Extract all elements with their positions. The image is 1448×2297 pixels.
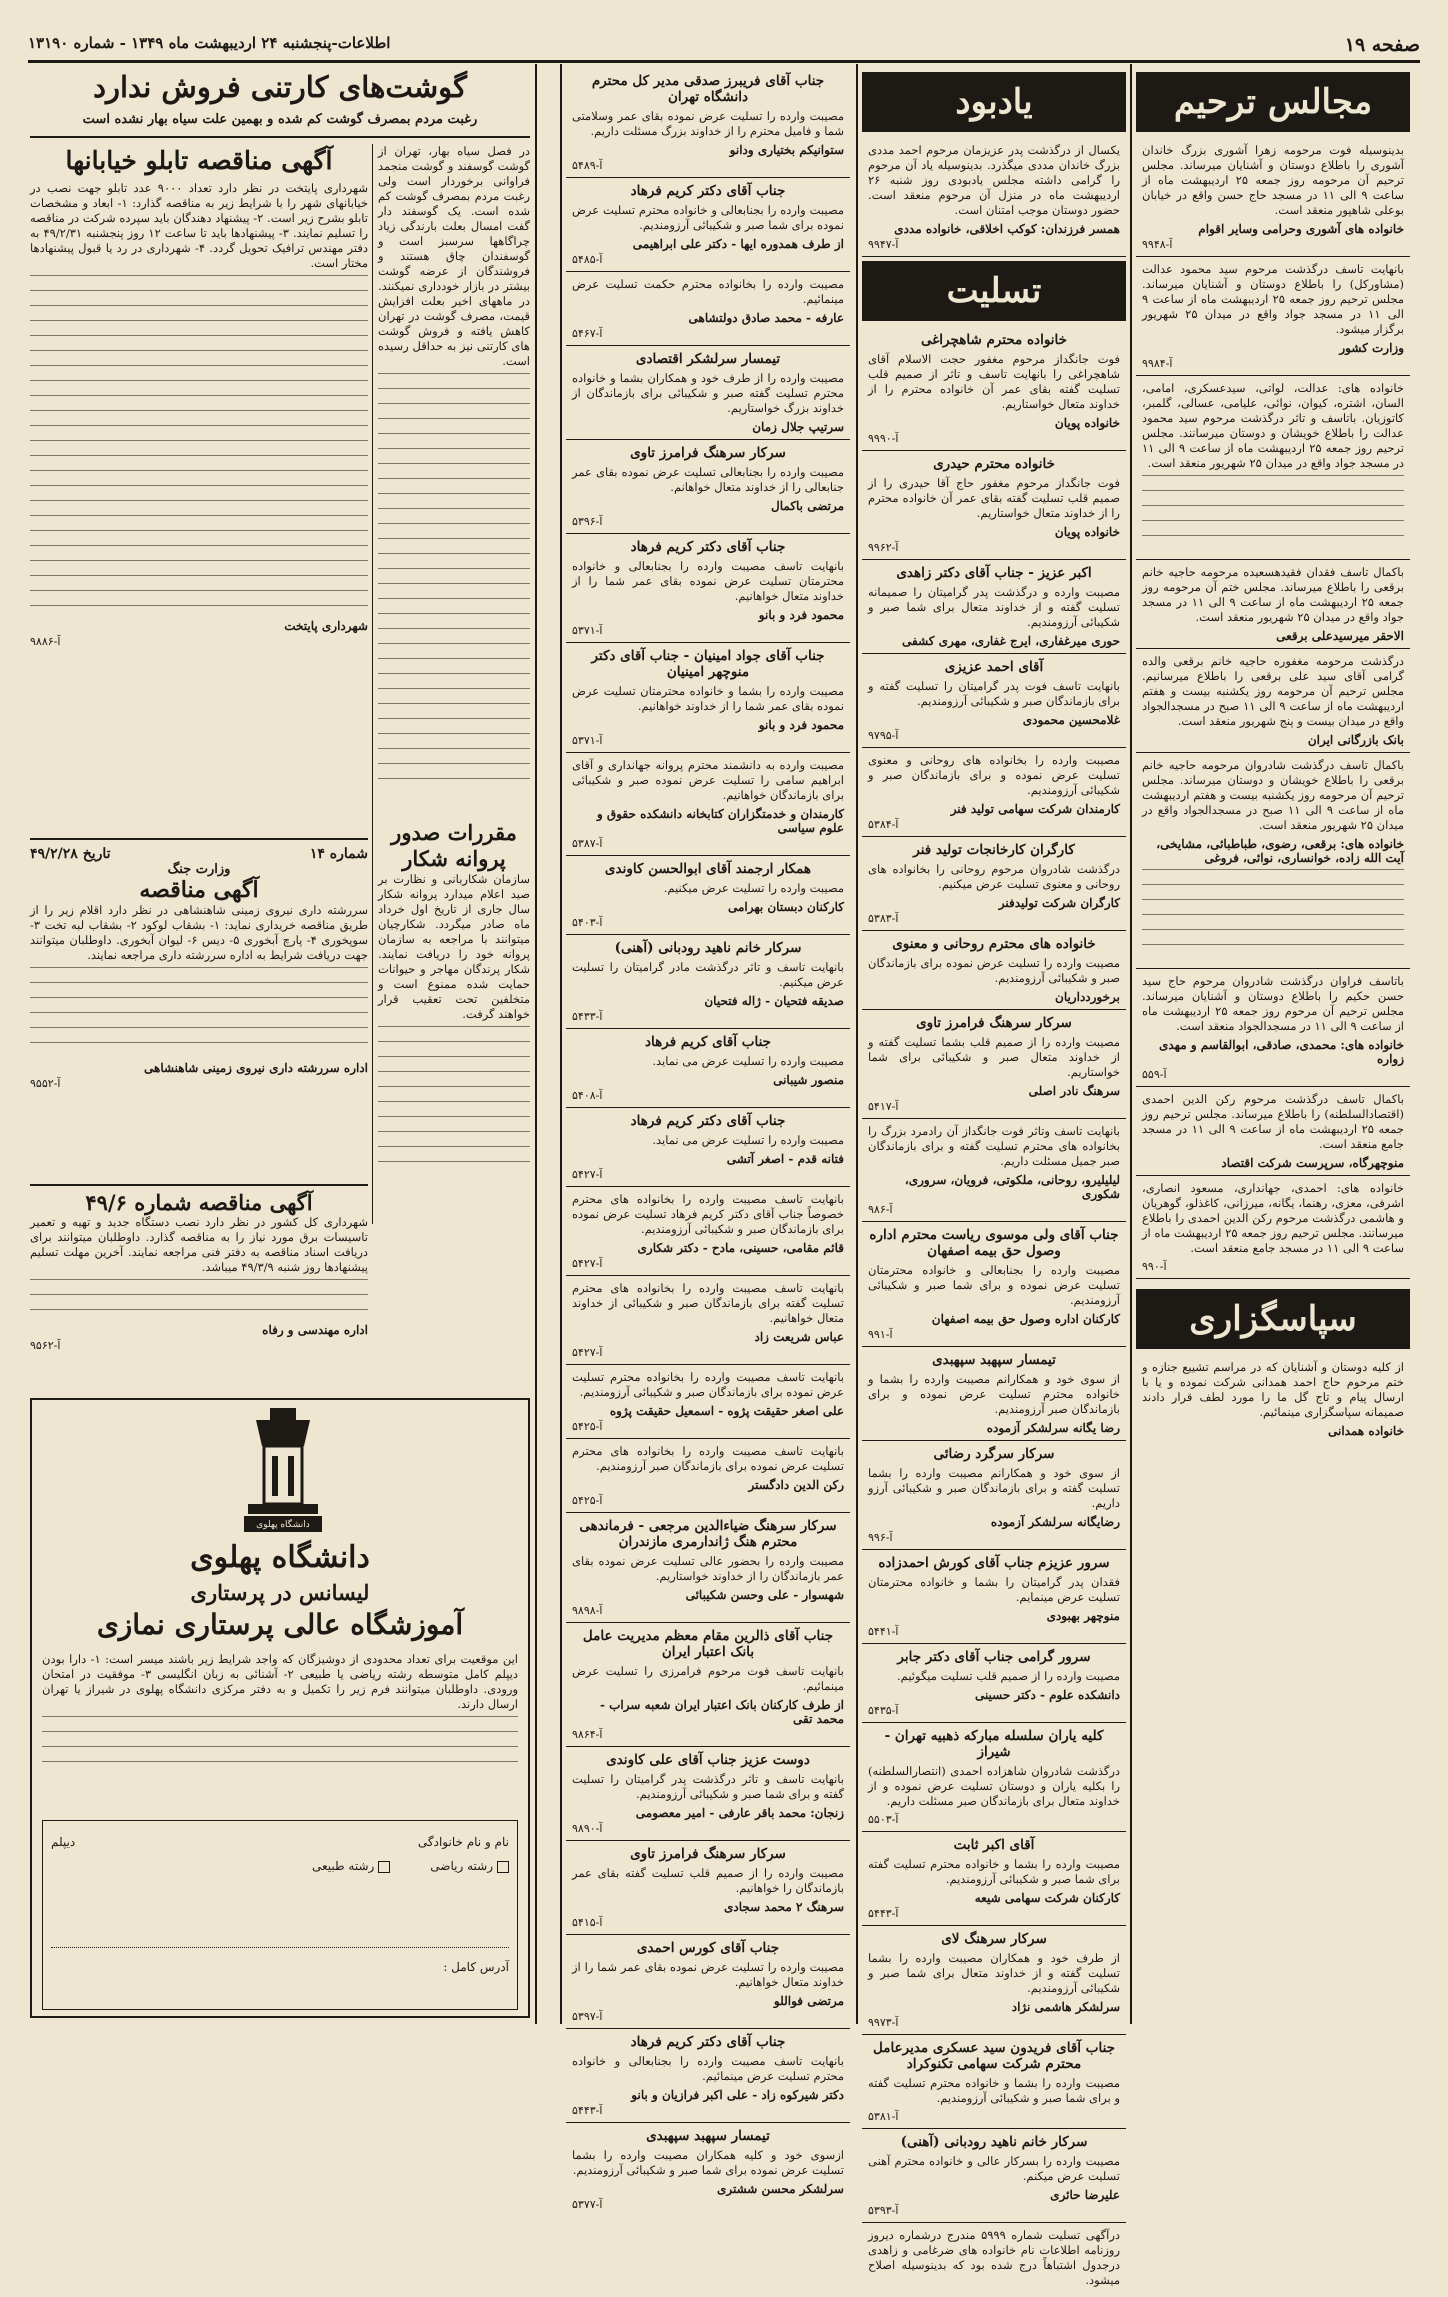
condolence-item: جناب آقای فریبرز صدقی مدیر کل محترم دانشگاه تهران مصیبت وارده را تسلیت عرض نموده بقای عمر وسلامتی شما و فامیل محترم را از خداوند بزرگ مسئلت داریم. ستوانیکم بختیاری ودانو آ-۵۴۸۹	[566, 68, 850, 178]
column-news-ads	[30, 64, 530, 2024]
condolence-item: سرکار خانم ناهید رودبانی (آهنی) بانهایت تاسف و تاثر درگذشت مادر گرامیتان را تسلیت عرض میکنیم. صدیقه فتحیان - ژاله فتحیان آ-۵۴۳۳	[566, 935, 850, 1029]
section-rule	[30, 136, 530, 138]
name-field-label: نام و نام خانوادگی	[417, 1835, 509, 1849]
condolence-item: کارگران کارخانجات تولید فنر درگذشت شادروان مرحوم روحانی را بخانواده های روحانی و معنوی تسلیت عرض میکنیم. کارگران شرکت تولیدفنر آ-۵۳۸۳	[862, 837, 1126, 931]
university-logo: دانشگاه پهلوی	[244, 1406, 322, 1536]
page-number: صفحه ۱۹	[1344, 34, 1420, 56]
condolence-item: سرکار سرهنگ فرامرز تاوی مصیبت وارده را از صمیم قلب تسلیت گفته بقای عمر بازماندگان را خواهانیم. سرهنگ ۲ محمد سجادی آ-۵۴۱۵	[566, 1841, 850, 1935]
tender-date: تاریخ ۴۹/۲/۲۸	[30, 846, 111, 862]
text-lines	[30, 1279, 368, 1319]
pahlavi-university-ad	[30, 1398, 530, 2018]
text-lines	[30, 967, 368, 1057]
form-divider	[51, 1947, 509, 1948]
text-lines	[1142, 475, 1404, 550]
meat-article: در فصل سیاه بهار، تهران از گوشت گوسفند و گوشت منجمد فراوانی برخوردار است ولی رغبت مردم بمصرف گوشت کم شده است. یک گوسفند دار گفت امسال بعلت بارندگی زیاد چراگاهها سرسبز است و گوسفندان چاق هستند و فروشندگان از عرضه گوشت بیشتر در بازار خودداری نمیکنند. در ماههای اخیر بعلت افزایش قیمت، مصرف گوشت در تهران کاهش یافته و فروش گوشت های کارتنی نیز به حداقل رسیده است.	[378, 144, 530, 814]
issue-line: اطلاعات-پنجشنبه ۲۴ اردیبهشت ماه ۱۳۴۹ - شماره ۱۳۱۹۰	[28, 34, 391, 52]
column-condolence-messages	[566, 68, 850, 2211]
address-label: آدرس کامل :	[443, 1960, 509, 1974]
column-rule	[560, 64, 562, 2024]
section-rule	[30, 1184, 368, 1186]
condolence-item: جناب آقای دکتر کریم فرهاد بانهایت تاسف مصیبت وارده را بجنابعالی و خانواده محترمتان تسلیت عرض نموده بقای عمر شما را از خداوند متعال خواهانیم. محمود فرد و بانو آ-۵۳۷۱	[566, 534, 850, 643]
column-rule	[856, 64, 858, 2024]
obituary-item: باکمال تاسف فقدان فقیدهسعیده مرحومه حاجیه خانم برقعی را باطلاع میرساند. مجلس ختم آن مرحومه روز جمعه ۲۵ اردیبهشت ماه از ساعت ۹ الی ۱۱ در مسجد جواد واقع در میدان ۲۵ شهریور منعقد است. الاحقر میرسیدعلی برقعی	[1136, 560, 1410, 649]
ministry-name: وزارت جنگ	[167, 862, 231, 877]
column-rule	[1130, 64, 1132, 2024]
condolence-item: آقای اکبر ثابت مصیبت وارده را بشما و خانواده محترم تسلیت گفته برای شما صبر و شکیبائی آرزومندیم. کارکنان شرکت سهامی شیعه آ-۵۴۴۳	[862, 1832, 1126, 1926]
column-memorial-condolence	[862, 68, 1126, 2287]
condolence-item: سرکار سرهنگ فرامرز تاوی مصیبت وارده را از صمیم قلب بشما تسلیت گفته و از خداوند متعال صبر و شکیبائی برای شما خواستاریم. سرهنگ نادر اصلی آ-۵۴۱۷	[862, 1010, 1126, 1119]
condolence-item: جناب آقای فریدون سید عسکری مدیرعامل محترم شرکت سهامی تکنوکراد مصیبت وارده را بشما و خانواده محترم تسلیت گفته و برای شما صبر و شکیبائی آرزومندیم. آ-۵۳۸۱	[862, 2035, 1126, 2129]
hunting-license-article: مقررات صدور پروانه شکار سازمان شکاربانی و نظارت بر صید اعلام میدارد پروانه شکار سال جاری از تاریخ اول خرداد ماه صادر میگردد. شکارچیان میتوانند با مراجعه به سازمان پروانه خود را دریافت نمایند. شکار پرندگان مهاجر و حیوانات حمایت شده ممنوع است و متخلفین تحت تعقیب قرار خواهند گرفت.	[378, 820, 530, 1220]
obituary-item: بدینوسیله فوت مرحومه زهرا آشوری بزرگ خاندان آشوری را باطلاع دوستان و آشنایان میرساند. مجلس ترحیم آن مرحومه روز جمعه ۲۵ اردیبهشت ماه از ساعت ۹ الی ۱۱ در مسجد حاج حسن واقع در خیابان بوعلی شاهپور منعقد است. خانواده های آشوری وحرامی وسایر اقوام آ-۹۹۴۸	[1136, 138, 1410, 257]
header-rule	[28, 60, 1420, 63]
condolence-item: سرکار سرهنگ ضیاءالدین مرجعی - فرماندهی محترم هنگ ژاندارمری مازندران مصیبت وارده را بحضور عالی تسلیت عرض نموده بقای عمر بازماندگان را از خداوند خواستاریم. شهسوار - علی وحسن شکیبائی آ-۹۸۹۸	[566, 1513, 850, 1623]
condolence-item: مصیبت وارده را بخانواده محترم حکمت تسلیت عرض مینمائیم. عارفه - محمد صادق دولتشاهی آ-۵۴۶۷	[566, 272, 850, 346]
university-name: دانشگاه پهلوی	[190, 1540, 370, 1575]
text-lines	[1142, 869, 1404, 959]
condolence-item: جناب آقای ذالرین مقام معظم مدیریت عامل بانک اعتبار ایران بانهایت تاسف فوت مرحوم فرامرزی را تسلیت عرض مینمائیم. از طرف کارکنان بانک اعتبار ایران شعبه سراب - محمد تقی آ-۹۸۶۴	[566, 1623, 850, 1747]
column-rule	[372, 144, 373, 1224]
memorial-item: یکسال از درگذشت پدر عزیزمان مرحوم احمد مددی بزرگ خاندان مددی میگذرد. بدینوسیله یاد آن مرحوم را گرامی داشته مجلس یادبودی روز شنبه ۲۶ اردیبهشت ماه در منزل آن مرحوم منعقد است. حضور دوستان موجب امتنان است. همسر فرزندان: کوکب اخلاقی، خانواده مددی آ-۹۹۴۷	[862, 138, 1126, 257]
obituary-item: باتاسف فراوان درگذشت شادروان مرحوم حاج سید حسن حکیم را باطلاع دوستان و آشنایان میرساند. مجلس ترحیم آن مرحوم روز جمعه ۲۵ اردیبهشت ماه از ساعت ۹ الی ۱۱ در مسجدالجواد منعقد است. خانواده های: محمدی، صادقی، ابوالقاسم و مهدی زواره آ-۵۵۹	[1136, 969, 1410, 1087]
condolence-item: سرکار سرهنگ فرامرز تاوی مصیبت وارده را بجنابعالی تسلیت عرض نموده بقای عمر جنابعالی را از خداوند متعال خواهانم. مرتضی باکمال آ-۵۳۹۶	[566, 440, 850, 534]
condolence-item: جناب آقای کورس احمدی مصیبت وارده را تسلیت عرض نموده بقای عمر شما را از خداوند متعال خواهانیم. مرتضی فواللو آ-۵۳۹۷	[566, 1935, 850, 2029]
text-lines	[378, 373, 530, 793]
math-option[interactable]: رشته ریاضی	[430, 1859, 509, 1873]
memorial-banner: یادبود	[862, 72, 1126, 132]
condolence-item: سرکار سرگرد رضائی از سوی خود و همکارانم مصیبت وارده را بشما تسلیت گفته و برای بازماندگان صبر و شکیبائی آرزو داریم. رضایگانه سرلشکر آزموده آ-۹۹۶	[862, 1441, 1126, 1550]
street-sign-tender: آگهی مناقصه تابلو خیابانها شهرداری پایتخت در نظر دارد تعداد ۹۰۰۰ عدد تابلو جهت نصب در خیابانهای شهر را با شرایط زیر به مناقصه گذارد: ۱- ابعاد و مشخصات تابلو بشرح زیر است. ۲- پیشنهاد دهندگان باید سپرده شرکت در مناقصه را تسلیم نمایند. ۳- پیشنهادها باید تا ساعت ۱۲ روز پنجشنبه ۴۹/۲/۳۱ به دفتر مهندس ترافیک تحویل گردد. ۴- شهرداری در رد یا قبول پیشنهادها مختار است. شهرداری پایتخت آ-۹۸۸۶	[30, 146, 369, 648]
condolence-item: خانواده محترم حیدری فوت جانگداز مرحوم مغفور حاج آقا حیدری را از صمیم قلب تسلیت گفته بقای عمر آن خانواده محترم را از خداوند متعال خواستاریم. خانواده پویان آ-۹۹۶۲	[862, 451, 1126, 560]
obituary-item: خانواده های: احمدی، جهانداری، مسعود انصاری، اشرفی، معزی، رهنما، یگانه، میرزانی، کاغذلو، گوهریان و هاشمی درگذشت مرحوم رکن الدین احمدی را باطلاع میرسانند. مجلس ترحیم روز جمعه ۲۵ اردیبهشت ماه از ساعت ۹ الی ۱۱ در مسجد جامع منعقد است. آ-۹۹۰	[1136, 1176, 1410, 1279]
obituary-item: خانواده های: عدالت، لواتی، سیدعسکری، امامی، السان، اشتره، کیوان، نوائی، علیامی، عسالی، گلمبر، کاتوزیان. باتاسف و تاثر درگذشت مرحوم سید محمود عدالت را باطلاع خویشان و دوستان میرسانند. مجلس ترحیم روز جمعه ۲۵ اردیبهشت ماه از ساعت ۹ الی ۱۱ در مسجد جواد واقع در میدان ۲۵ شهریور منعقد است.	[1136, 376, 1410, 560]
article-title: گوشت‌های کارتنی فروش ندارد	[93, 70, 467, 104]
condolence-item: بانهایت تاسف مصیبت وارده را بخانواده های محترم خصوصاً جناب آقای دکتر کریم فرهاد تسلیت عرض نموده برای بازماندگان صبر و شکیبائی آرزومندیم. قائم مقامی، حسینی، مادح - دکتر شکاری آ-۵۴۲۷	[566, 1187, 850, 1276]
math-checkbox[interactable]	[497, 1861, 509, 1873]
column-rule	[535, 64, 537, 2024]
obituary-item: باکمال تاسف درگذشت مرحوم رکن الدین احمدی (اقتصادالسلطنه) را باطلاع میرساند. مجلس ترحیم روز جمعه ۲۵ اردیبهشت ماه از ساعت ۹ الی ۱۱ در مسجد جامع منعقد است. منوچهرگاه، سرپرست شرکت اقتصاد	[1136, 1087, 1410, 1176]
school-name: آموزشگاه عالی پرستاری نمازی	[96, 1608, 464, 1641]
tender-49-6: آگهی مناقصه شماره ۴۹/۶ شهرداری کل کشور در نظر دارد نصب دستگاه جدید و تهیه و تعمیر تاسیسات برق مورد نیاز را به مناقصه گذارد. داوطلبان میتوانند برای دریافت اسناد مناقصه به دفتر فنی مراجعه نمایند. آخرین مهلت تسلیم پیشنهادها روز شنبه ۴۹/۳/۹ میباشد. اداره مهندسی و رفاه آ-۹۵۶۲	[30, 1190, 368, 1352]
diploma-label: دیپلم	[51, 1835, 76, 1849]
obituary-item: درگذشت مرحومه مغفوره حاجیه خانم برقعی والده گرامی آقای سید علی برقعی را باطلاع میرسانیم. مجلس ترحیم آن مرحومه روز یکشنبه بیست و هفتم اردیبهشت ماه از ساعت ۹ الی ۱۱ صبح در مسجدالجواد واقع در میدان بیست و پنج شهریور منعقد است. بانک بازرگانی ایران	[1136, 649, 1410, 753]
article-subtitle: رغبت مردم بمصرف گوشت کم شده و بهمین علت سیاه بهار نشده است	[82, 112, 478, 127]
condolence-item: کلیه یاران سلسله مبارکه ذهبیه تهران - شیراز درگذشت شادروان شاهزاده احمدی (انتصارالسلطنه) را بکلیه یاران و دوستان تسلیت عرض نموده و از خداوند متعال برای بازماندگان صبر مسئلت داریم. آ-۵۵۰۳	[862, 1723, 1126, 1832]
condolence-item: جناب آقای کریم فرهاد مصیبت وارده را تسلیت عرض می نماید. منصور شیبانی آ-۵۴۰۸	[566, 1029, 850, 1108]
condolence-item: جناب آقای ولی موسوی ریاست محترم اداره وصول حق بیمه اصفهان مصیبت وارده را بجنابعالی و خانواده محترمتان تسلیت عرض نموده و برای شما صبر و شکیبائی آرزومندیم. کارکنان اداره وصول حق بیمه اصفهان آ-۹۹۱	[862, 1222, 1126, 1347]
condolence-item: تیمسار سرلشکر اقتصادی مصیبت وارده را از طرف خود و همکاران بشما و خانواده محترم تسلیت گفته صبر و شکیبائی برای بازماندگان از خداوند بزرگ خواستاریم. سرتیپ جلال زمان	[566, 346, 850, 440]
bio-checkbox[interactable]	[378, 1861, 390, 1873]
column-obituaries	[1136, 68, 1410, 2020]
condolence-item: آقای احمد عزیزی بانهایت تاسف فوت پدر گرامیتان را تسلیت گفته و برای بازماندگان صبر و شکیبائی آرزومندیم. غلامحسین محمودی آ-۹۷۹۵	[862, 654, 1126, 748]
running-head	[28, 34, 1420, 58]
section-rule	[30, 838, 368, 840]
tender-number: شماره ۱۴	[309, 846, 368, 862]
thanks-banner: سپاسگزاری	[1136, 1289, 1410, 1349]
condolence-item: تیمسار سپهبد سپهبدی ازسوی خود و کلیه همکاران مصیبت وارده را بشما تسلیت عرض نموده برای شما صبر و شکیبائی آرزومندیم. سرلشکر محسن ششتری آ-۵۳۷۷	[572, 2128, 844, 2211]
condolence-item: جناب آقای جواد امینیان - جناب آقای دکتر منوچهر امینیان مصیبت وارده را بشما و خانواده محترمتان تسلیت عرض نموده بقای عمر شما را از خداوند خواهانیم. محمود فرد و بانو آ-۵۳۷۱	[566, 643, 850, 753]
condolence-item: سرور عزیزم جناب آقای کورش احمدزاده فقدان پدر گرامیتان را بشما و خانواده محترمتان تسلیت عرض مینمایم. منوچهر بهبودی آ-۵۴۴۱	[862, 1550, 1126, 1644]
condolence-item: سرکار سرهنگ لای از طرف خود و همکاران مصیبت وارده را بشما تسلیت گفته و از خداوند متعال برای شما صبر و شکیبائی آرزومندیم. سرلشکر هاشمی نژاد آ-۹۹۷۳	[862, 1926, 1126, 2035]
thanks-item: از کلیه دوستان و آشنایان که در مراسم تشییع جنازه و ختم مرحوم حاج احمد همدانی شرکت نموده و یا با ارسال پیام و تاج گل ما را مورد لطف قرار دادند صمیمانه سپاسگزاری مینمائیم. خانواده همدانی	[1142, 1360, 1404, 1438]
condolence-item: همکار ارجمند آقای ابوالحسن کاوندی مصیبت وارده را تسلیت عرض میکنیم. کارکنان دبستان بهرامی آ-۵۴۰۳	[566, 856, 850, 935]
text-lines	[378, 1026, 530, 1176]
ministry-tender: شماره ۱۴ تاریخ ۴۹/۲/۲۸ وزارت جنگ آگهی مناقصه سررشته داری نیروی زمینی شاهنشاهی در نظر دارد اقلام زیر را از طریق مناقصه خریداری نماید: ۱- بشقاب لوکود ۲- بشقاب لبه تخت ۳- سوپخوری ۴- پارچ آبخوری ۵- دیس ۶- لیوان آبخوری. داوطلبان میتوانند جهت دریافت شرایط به اداره سررشته داری مراجعه نمایند. اداره سررشته داری نیروی زمینی شاهنشاهی آ-۹۵۵۲	[30, 846, 369, 1090]
condolence-item: دوست عزیز جناب آقای علی کاوندی بانهایت تاسف و تاثر درگذشت پدر گرامیتان را تسلیت گفته و برای شما صبر و شکیبائی آرزومندیم. زنجان: محمد باقر عارفی - امیر معصومی آ-۹۸۹۰	[566, 1747, 850, 1841]
obituary-item: بانهایت تاسف درگذشت مرحوم سید محمود عدالت (مشاورکل) را باطلاع دوستان و آشنایان میرساند. مجلس ترحیم روز جمعه ۲۵ اردیبهشت ماه از ساعت ۹ الی ۱۱ در مسجد جواد واقع در میدان ۲۵ شهریور برگزار میشود. وزارت کشور آ-۹۹۸۴	[1136, 257, 1410, 376]
condolence-item: اکبر عزیز - جناب آقای دکتر زاهدی مصیبت وارده و درگذشت پدر گرامیتان را صمیمانه تسلیت گفته و از خداوند متعال برای شما صبر و شکیبائی آرزومندیم. حوری میرغفاری، ایرج غفاری، مهری کشفی	[862, 560, 1126, 654]
condolence-item: بانهایت تاسف وتاثر فوت جانگداز آن رادمرد بزرگ را بخانواده های محترم تسلیت گفته و برای بازماندگان صبر جمیل مسئلت داریم. لیلیلیرو، روحانی، ملکوتی، فرویان، سروری، شکوری آ-۹۸۶	[862, 1119, 1126, 1222]
condolence-item: بانهایت تاسف مصیبت وارده را بخانواده محترم تسلیت عرض نموده برای بازماندگان صبر و شکیبائی آرزومندیم. علی اصغر حقیقت پژوه - اسمعیل حقیقت پژوه آ-۵۴۲۵	[566, 1365, 850, 1439]
condolence-banner: تسلیت	[862, 261, 1126, 321]
obituaries-banner: مجالس ترحیم	[1136, 72, 1410, 132]
condolence-item: سرور گرامی جناب آقای دکتر جابر مصیبت وارده را از صمیم قلب تسلیت میگوئیم. دانشکده علوم - دکتر حسینی آ-۵۴۳۵	[862, 1644, 1126, 1723]
text-lines	[42, 1716, 518, 1776]
condolence-item: مصیبت وارده به دانشمند محترم پروانه جهانداری و آقای ابراهیم سامی را تسلیت عرض نموده صبر و شکیبائی برای بازماندگان خواهانیم. کارمندان و خدمتگزاران کتابخانه دانشکده حقوق و علوم سیاسی آ-۵۳۸۷	[566, 753, 850, 856]
admission-text: این موقعیت برای تعداد محدودی از دوشیزگان که واجد شرایط زیر باشند میسر است: ۱- دارا بودن دیپلم کامل متوسطه رشته ریاضی یا طبیعی ۲- آشنائی به زبان انگلیسی ۳- موفقیت در امتحان ورودی. داوطلبان میتوانند فرم زیر را تکمیل و به دفتر مرکزی دانشگاه پهلوی در شیراز یا تهران ارسال دارند.	[42, 1652, 518, 1812]
correction-note: درآگهی تسلیت شماره ۵۹۹۹ مندرج درشماره دیروز روزنامه اطلاعات نام خانواده های ضرغامی و زاهدی درجدول اشتباهاً درج شده بود که بدینوسیله اصلاح میشود.	[868, 2228, 1120, 2287]
condolence-item: جناب آقای دکتر کریم فرهاد مصیبت وارده را تسلیت عرض می نماید. فتانه قدم - اصغر آتشی آ-۵۴۲۷	[566, 1108, 850, 1187]
condolence-item: بانهایت تاسف مصیبت وارده را بخانواده های محترم تسلیت گفته برای بازماندگان صبر و شکیبائی از خداوند متعال خواهانیم. عباس شریعت زاد آ-۵۴۲۷	[566, 1276, 850, 1365]
text-lines	[30, 275, 368, 615]
condolence-item: جناب آقای دکتر کریم فرهاد بانهایت تاسف مصیبت وارده را بجنابعالی و خانواده محترم تسلیت عرض مینمائیم. دکتر شیرکوه زاد - علی اکبر فرازیان و بانو آ-۵۴۴۳	[566, 2029, 850, 2123]
condolence-item: خانواده محترم شاهچراغی فوت جانگداز مرحوم مغفور حجت الاسلام آقای شاهچراغی را بانهایت تاسف و تاثر از صمیم قلب تسلیت گفته بقای عمر آن خانواده محترم را از خداوند متعال خواستاریم. خانواده پویان آ-۹۹۹۰	[862, 327, 1126, 451]
condolence-item: سرکار خانم ناهید رودبانی (آهنی) مصیبت وارده را بسرکار عالی و خانواده محترم آهنی تسلیت عرض میکنم. علیرضا حائری آ-۵۳۹۳	[862, 2129, 1126, 2223]
condolence-item: بانهایت تاسف مصیبت وارده را بخانواده های محترم تسلیت عرض نموده برای بازماندگان صبر آرزومندیم. رکن الدین دادگستر آ-۵۴۲۵	[566, 1439, 850, 1513]
bio-option[interactable]: رشته طبیعی	[312, 1859, 390, 1873]
condolence-item: جناب آقای دکتر کریم فرهاد مصیبت وارده را بجنابعالی و خانواده محترم تسلیت عرض نموده برای شما صبر و شکیبائی آرزومندیم. از طرف همدوره ایها - دکتر علی ابراهیمی آ-۵۴۸۵	[566, 178, 850, 272]
application-form	[42, 1820, 518, 2010]
condolence-item: مصیبت وارده را بخانواده های روحانی و معنوی تسلیت عرض نموده و برای بازماندگان صبر و شکیبائی آرزومندیم. کارمندان شرکت سهامی تولید فنر آ-۵۳۸۴	[862, 748, 1126, 837]
degree-title: لیسانس در پرستاری	[190, 1580, 370, 1605]
obituary-item: باکمال تاسف درگذشت شادروان مرحومه حاجیه خانم برقعی را باطلاع خویشان و دوستان میرساند. مجلس ترحیم آن مرحومه روز یکشنبه بیست و هفتم اردیبهشت ماه از ساعت ۹ الی ۱۱ صبح در مسجدالجواد واقع در میدان ۲۵ شهریور منعقد است. خانواده های: برقعی، رضوی، طباطبائی، مشایخی، آیت الله زاده، خوانساری، نوائی، فروغی	[1136, 753, 1410, 969]
condolence-item: تیمسار سپهبد سپهبدی از سوی خود و همکارانم مصیبت وارده را بشما و خانواده محترم تسلیت عرض نموده و برای بازماندگان صبر آرزومندیم. رضا یگانه سرلشکر آزموده	[862, 1347, 1126, 1441]
condolence-item: خانواده های محترم روحانی و معنوی مصیبت وارده را تسلیت عرض نموده برای بازماندگان صبر و شکیبائی آرزومندیم. برخوردداریان	[862, 931, 1126, 1010]
